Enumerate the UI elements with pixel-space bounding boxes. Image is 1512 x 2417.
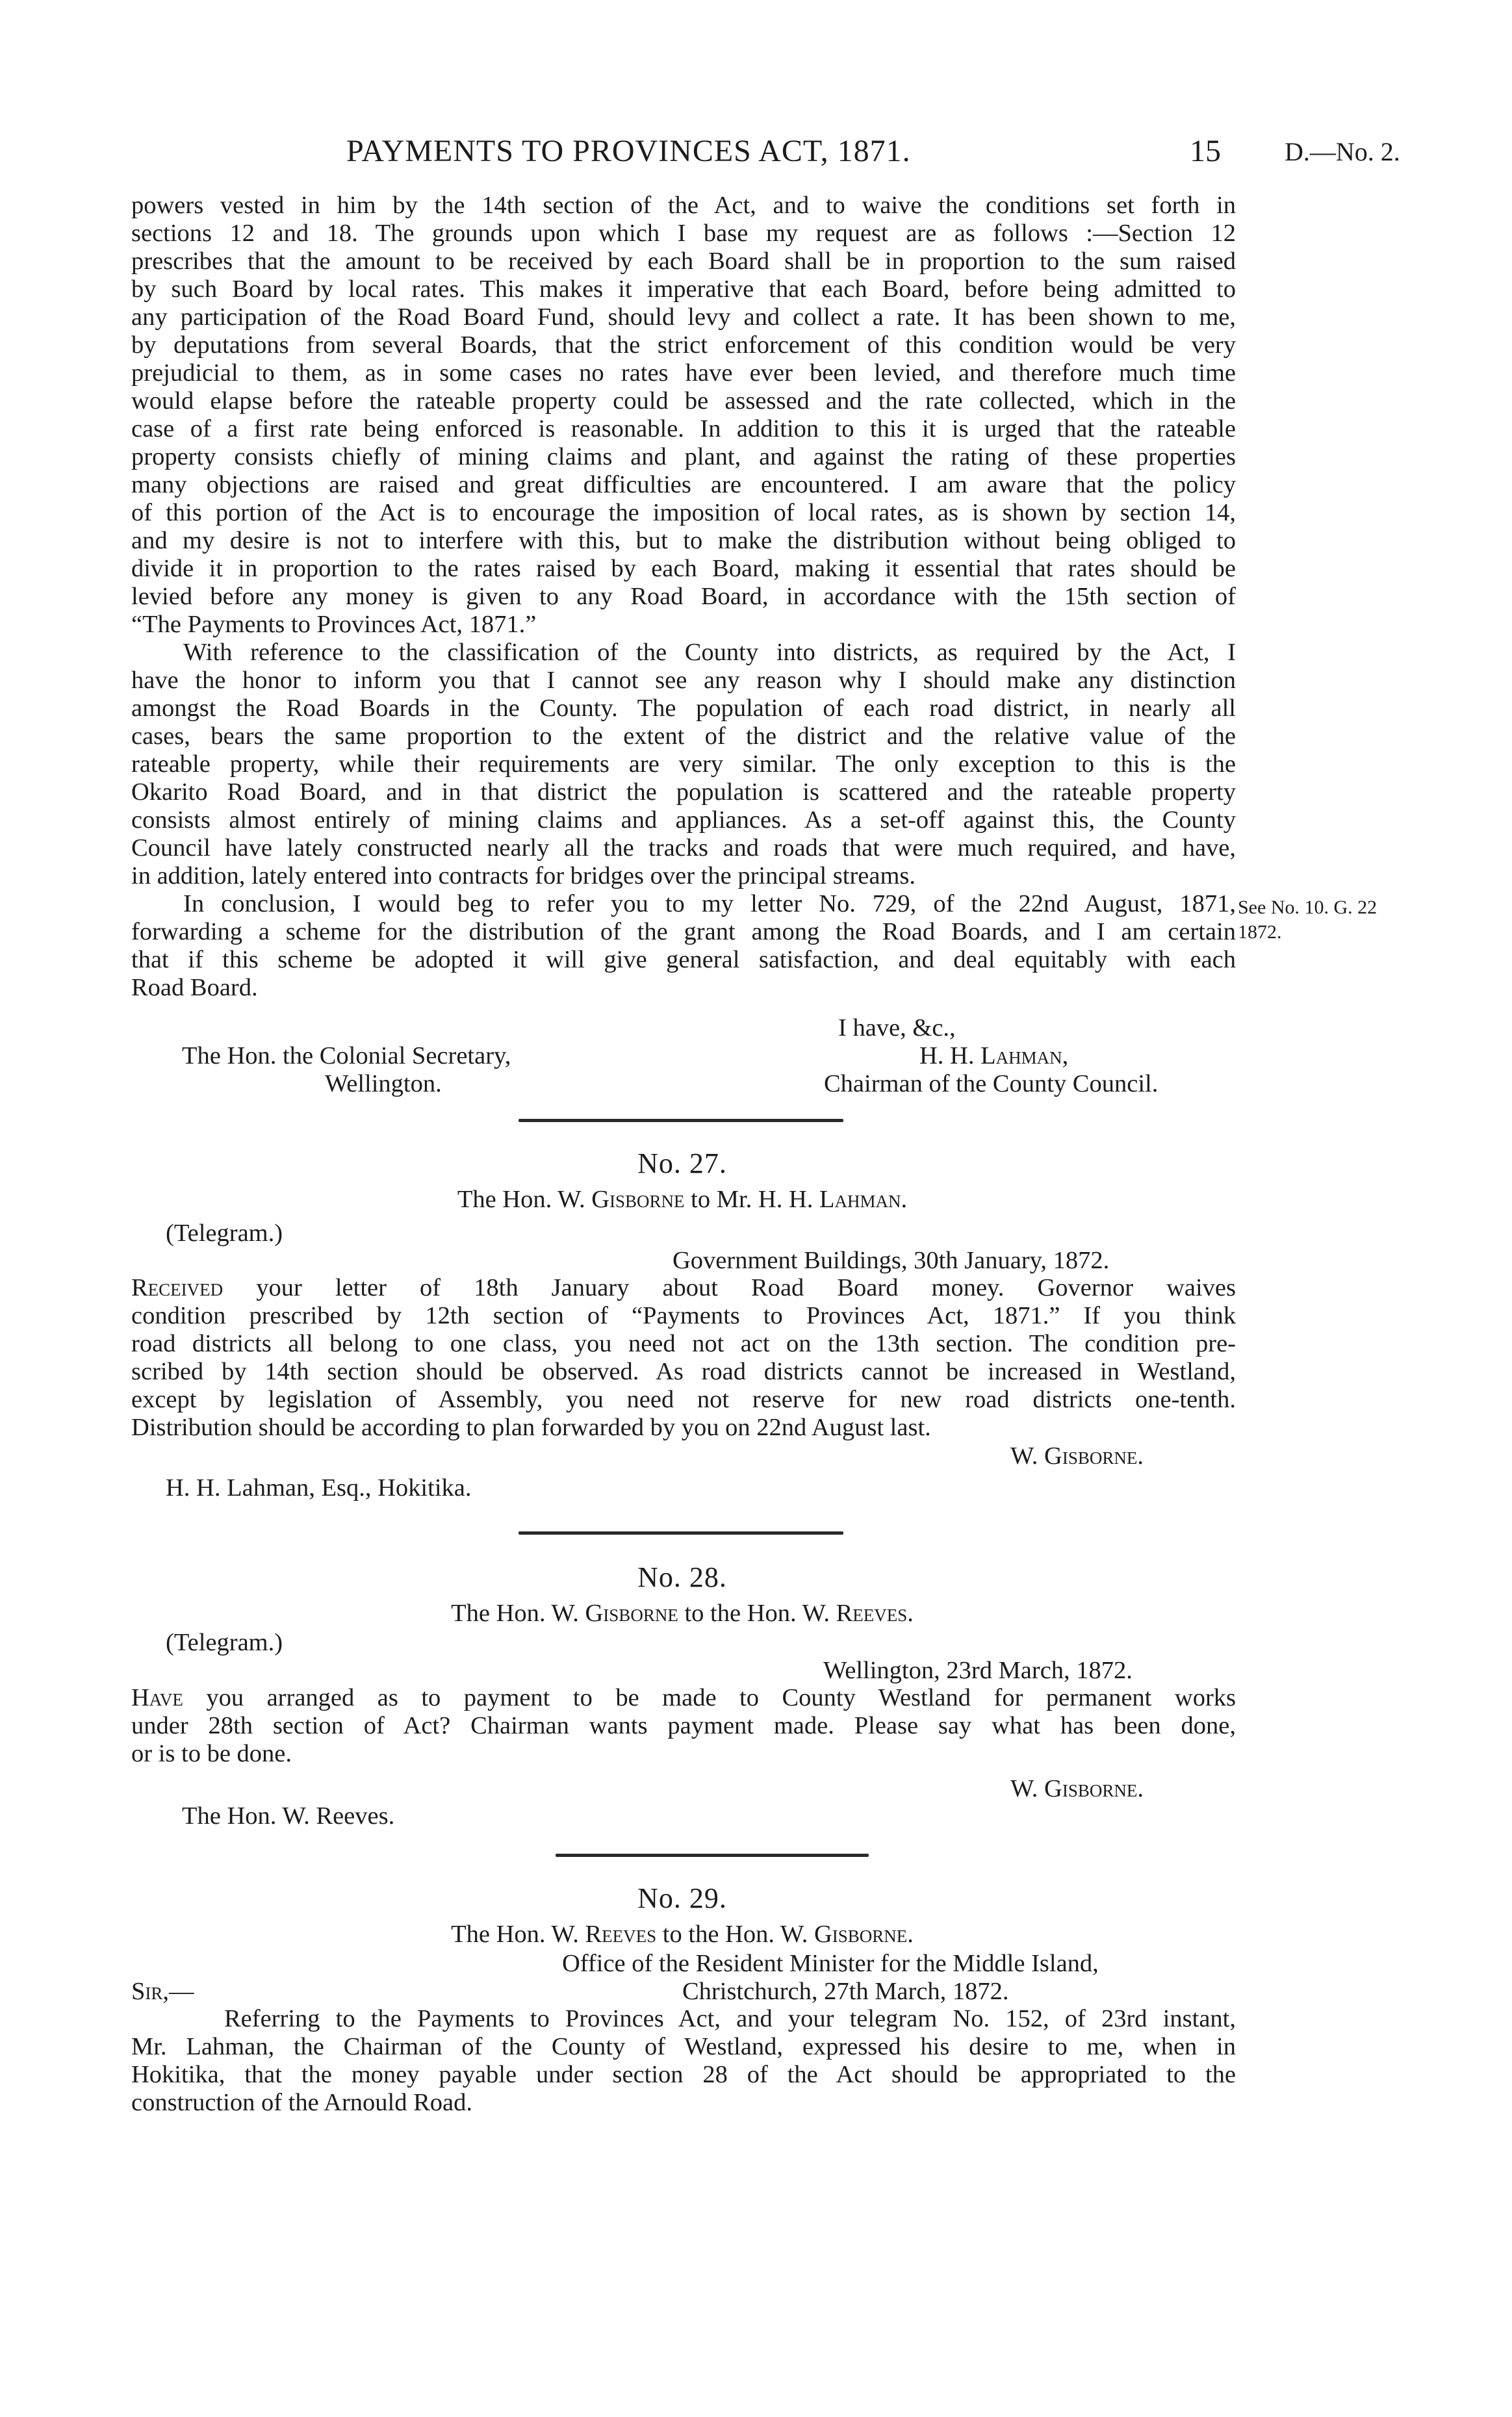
- text-line: except by legislation of Assembly, you need not reserve for new road districts one-tenth.: [131, 1386, 1236, 1413]
- signature: W. Gisborne.: [1010, 1442, 1144, 1470]
- section-heading-no-27: No. 27.: [637, 1147, 727, 1179]
- text-line: by such Board by local rates. This makes it imperative that each Board, before being admitted to: [131, 275, 1236, 303]
- telegram-label: (Telegram.): [166, 1629, 283, 1656]
- text-line: in addition, lately entered into contracts for bridges over the principal streams.: [131, 862, 916, 889]
- text-line: have the honor to inform you that I cannot see any reason why I should make any distinction: [131, 667, 1236, 694]
- text-line: road districts all belong to one class, you need not act on the 13th section. The condition pre-: [131, 1330, 1236, 1357]
- margin-note: 1872.: [1238, 921, 1282, 943]
- text-line: Council have lately constructed nearly all the tracks and roads that were much required, and have,: [131, 834, 1236, 862]
- text-line: prejudicial to them, as in some cases no rates have ever been levied, and therefore much time: [131, 359, 1236, 387]
- section-divider: [519, 1531, 843, 1535]
- salutation: Sir,—: [131, 1978, 194, 2005]
- text-line: and my desire is not to interfere with this, but to make the distribution without being obliged to: [131, 527, 1236, 554]
- signer-title: Chairman of the County Council.: [824, 1070, 1159, 1097]
- text-line: scribed by 14th section should be observed. As road districts cannot be increased in Westland,: [131, 1358, 1236, 1385]
- section-heading-no-28: No. 28.: [637, 1561, 727, 1593]
- text-line: that if this scheme be adopted it will give general satisfaction, and deal equitably with each: [131, 946, 1236, 973]
- text-line: prescribes that the amount to be received by each Board shall be in proportion to the sum raised: [131, 248, 1236, 275]
- text-line: condition prescribed by 12th section of “Payments to Provinces Act, 1871.” If you think: [131, 1302, 1236, 1329]
- text-line: by deputations from several Boards, that the strict enforcement of this condition would be very: [131, 331, 1236, 359]
- text-line: would elapse before the rateable property could be assessed and the rate collected, which in the: [131, 387, 1236, 415]
- signature: W. Gisborne.: [1010, 1775, 1144, 1802]
- text-line: powers vested in him by the 14th section of the Act, and to waive the conditions set forth in: [131, 192, 1236, 219]
- telegram-label: (Telegram.): [166, 1220, 283, 1247]
- text-line: Distribution should be according to plan forwarded by you on 22nd August last.: [131, 1414, 931, 1441]
- text-line: Road Board.: [131, 974, 258, 1001]
- addressee: The Hon. the Colonial Secretary,: [182, 1042, 511, 1069]
- margin-note: See No. 10. G. 22: [1238, 897, 1377, 918]
- place-date: Christchurch, 27th March, 1872.: [682, 1978, 1009, 2005]
- text-line: cases, bears the same proportion to the extent of the district and the relative value of the: [131, 723, 1236, 750]
- text-line: “The Payments to Provinces Act, 1871.”: [131, 611, 537, 638]
- closing-formula: I have, &c.,: [838, 1014, 956, 1042]
- text-line: many objections are raised and great difficulties are encountered. I am aware that the policy: [131, 471, 1236, 498]
- page-number: 15: [1190, 134, 1221, 168]
- addressee: The Hon. W. Reeves.: [182, 1802, 395, 1830]
- text-line: any participation of the Road Board Fund, should levy and collect a rate. It has been shown to me,: [131, 303, 1236, 331]
- addressee: H. H. Lahman, Esq., Hokitika.: [166, 1474, 472, 1502]
- text-line: of this portion of the Act is to encourage the imposition of local rates, as is shown by section 14,: [131, 499, 1236, 526]
- text-line: sections 12 and 18. The grounds upon which I base my request are as follows :—Section 12: [131, 220, 1236, 247]
- text-line: divide it in proportion to the rates raised by each Board, making it essential that rates should be: [131, 555, 1236, 582]
- text-line: amongst the Road Boards in the County. The population of each road district, in nearly all: [131, 695, 1236, 722]
- text-line: Hokitika, that the money payable under section 28 of the Act should be appropriated to the: [131, 2061, 1236, 2088]
- text-line: Referring to the Payments to Provinces Act, and your telegram No. 152, of 23rd instant,: [224, 2005, 1236, 2032]
- text-line: case of a first rate being enforced is reasonable. In addition to this it is urged that the rateable: [131, 415, 1236, 442]
- section-subheading: The Hon. W. Reeves to the Hon. W. Gisborne.: [451, 1921, 914, 1948]
- office-line: Office of the Resident Minister for the Middle Island,: [562, 1950, 1099, 1977]
- series-reference: D.—No. 2.: [1285, 137, 1400, 166]
- text-line: levied before any money is given to any Road Board, in accordance with the 15th section of: [131, 583, 1236, 610]
- section-subheading: The Hon. W. Gisborne to the Hon. W. Reeves.: [451, 1600, 914, 1627]
- running-title: PAYMENTS TO PROVINCES ACT, 1871.: [346, 134, 911, 168]
- text-line: consists almost entirely of mining claims and appliances. As a set-off against this, the County: [131, 806, 1236, 834]
- text-line: property consists chiefly of mining claims and plant, and against the rating of these properties: [131, 443, 1236, 470]
- text-line: Mr. Lahman, the Chairman of the County of Westland, expressed his desire to me, when in: [131, 2033, 1236, 2060]
- place-date: Wellington, 23rd March, 1872.: [823, 1657, 1133, 1684]
- text-line: In conclusion, I would beg to refer you to my letter No. 729, of the 22nd August, 1871,: [183, 890, 1236, 917]
- section-subheading: The Hon. W. Gisborne to Mr. H. H. Lahman.: [457, 1186, 908, 1213]
- section-heading-no-29: No. 29.: [637, 1882, 727, 1914]
- text-line: under 28th section of Act? Chairman wants payment made. Please say what has been done,: [131, 1712, 1236, 1739]
- text-line: With reference to the classification of the County into districts, as required by the Act, I: [183, 639, 1236, 666]
- text-line: or is to be done.: [131, 1740, 292, 1767]
- place-date: Government Buildings, 30th January, 1872.: [673, 1247, 1110, 1274]
- text-line: forwarding a scheme for the distribution of the grant among the Road Boards, and I am certain: [131, 918, 1236, 945]
- text-line: construction of the Arnould Road.: [131, 2089, 473, 2116]
- text-line: Received your letter of 18th January about Road Board money. Governor waives: [131, 1274, 1236, 1301]
- section-divider: [556, 1854, 869, 1857]
- text-line: Have you arranged as to payment to be made to County Westland for permanent works: [131, 1684, 1236, 1711]
- text-line: Okarito Road Board, and in that district the population is scattered and the rateable property: [131, 778, 1236, 806]
- signer-name: H. H. Lahman,: [919, 1042, 1069, 1069]
- addressee-place: Wellington.: [325, 1070, 442, 1097]
- section-divider: [519, 1119, 843, 1122]
- text-line: rateable property, while their requirements are very similar. The only exception to this is the: [131, 750, 1236, 778]
